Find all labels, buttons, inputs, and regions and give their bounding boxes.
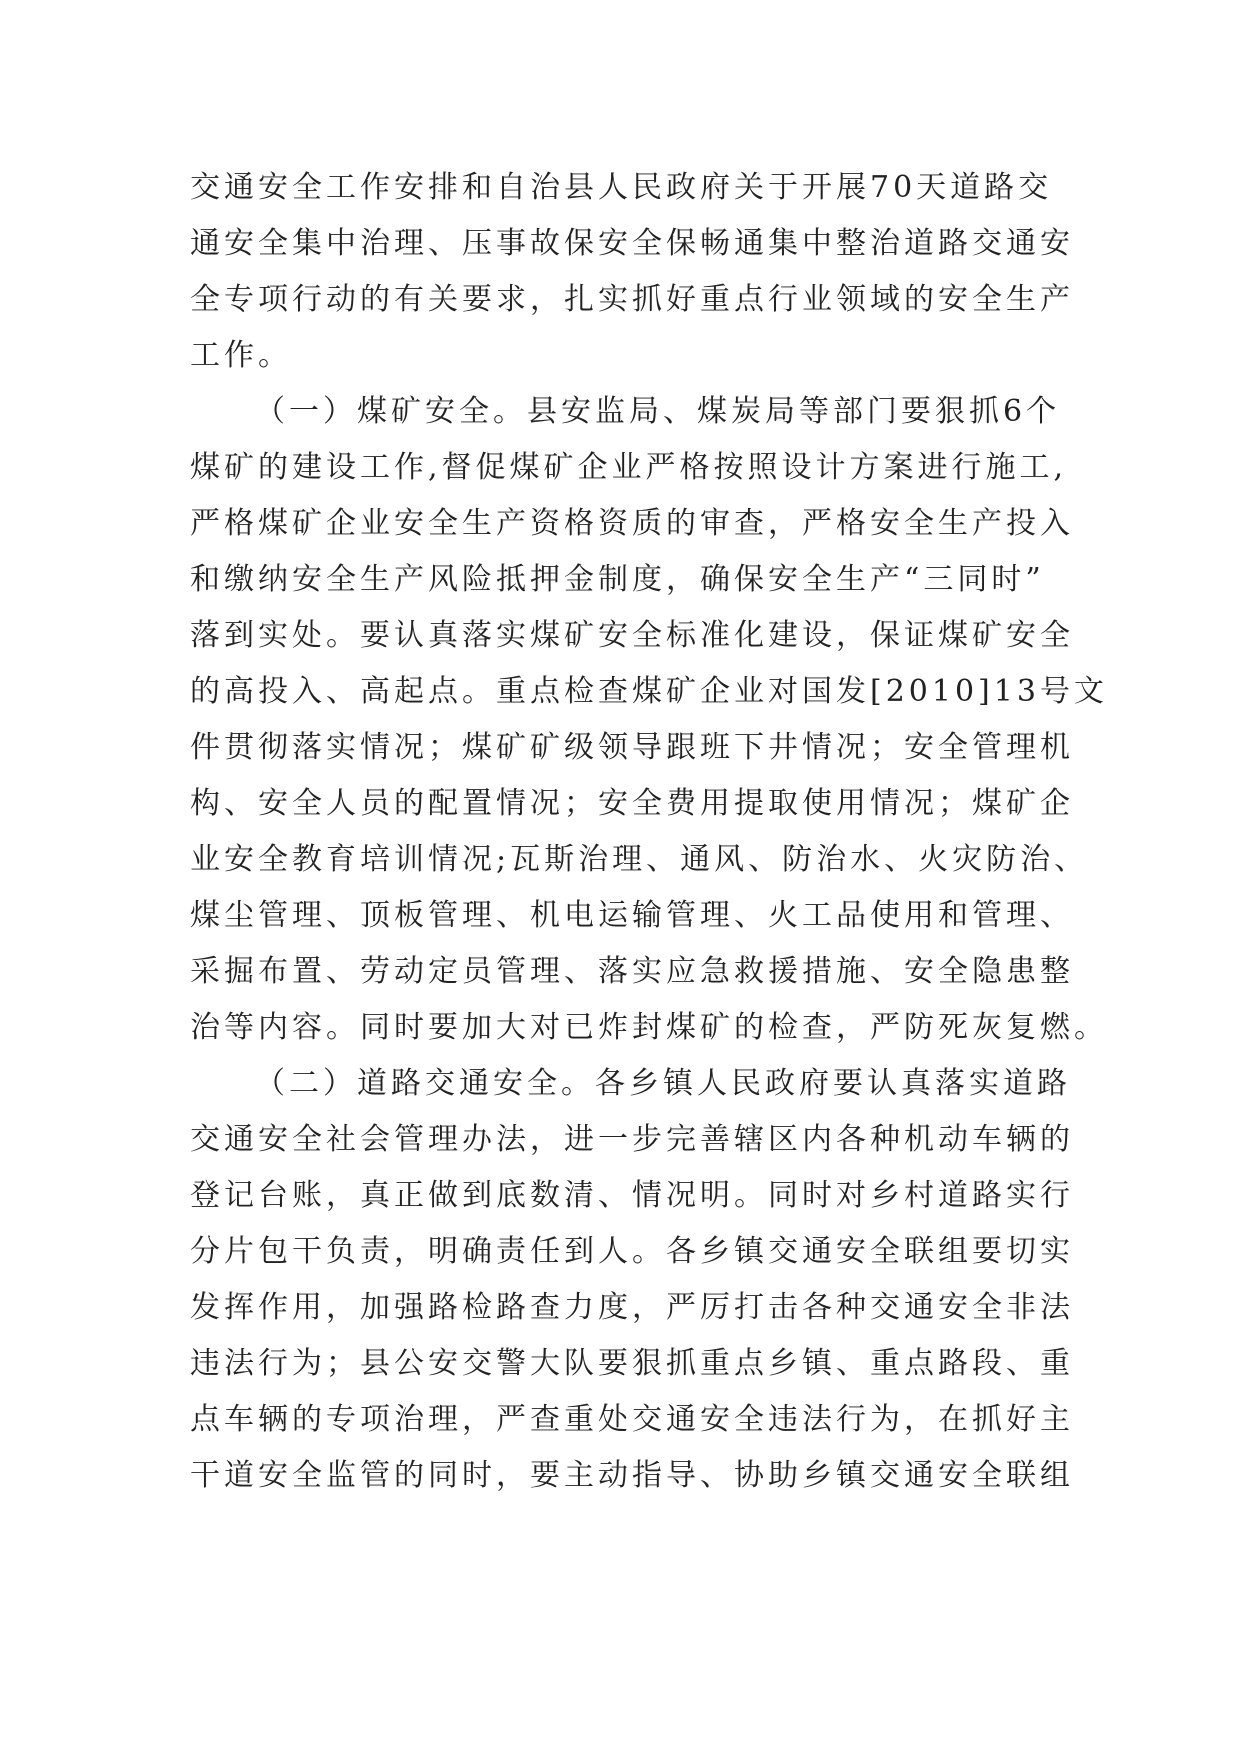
text-line: 严格煤矿企业安全生产资格资质的审查，严格安全生产投入	[190, 506, 1074, 541]
text-line: 违法行为；县公安交警大队要狠抓重点乡镇、重点路段、重	[190, 1346, 1074, 1381]
text-line: 登记台账，真正做到底数清、情况明。同时对乡村道路实行	[190, 1178, 1074, 1213]
text-line: （一）煤矿安全。县安监局、煤炭局等部门要狠抓6个	[255, 394, 1061, 429]
text-line: 分片包干负责，明确责任到人。各乡镇交通安全联组要切实	[190, 1234, 1074, 1269]
text-line: 点车辆的专项治理，严查重处交通安全违法行为，在抓好主	[190, 1402, 1074, 1437]
text-line: 和缴纳安全生产风险抵押金制度，确保安全生产“三同时”	[190, 562, 1045, 597]
text-line: 煤矿的建设工作,督促煤矿企业严格按照设计方案进行施工,	[190, 450, 1068, 485]
text-line: 业安全教育培训情况;瓦斯治理、通风、防治水、火灾防治、	[190, 842, 1089, 877]
text-line: 的高投入、高起点。重点检查煤矿企业对国发[2010]13号文	[190, 674, 1108, 709]
text-line: 交通安全社会管理办法，进一步完善辖区内各种机动车辆的	[190, 1122, 1074, 1157]
text-line: 煤尘管理、顶板管理、机电运输管理、火工品使用和管理、	[190, 898, 1074, 933]
text-line: 干道安全监管的同时，要主动指导、协助乡镇交通安全联组	[190, 1458, 1074, 1493]
text-line: 全专项行动的有关要求，扎实抓好重点行业领域的安全生产	[190, 282, 1074, 317]
paragraph-coal-mine-safety	[190, 384, 1108, 1056]
document-body	[190, 160, 1108, 1504]
text-line: 采掘布置、劳动定员管理、落实应急救援措施、安全隐患整	[190, 954, 1074, 989]
text-line: 治等内容。同时要加大对已炸封煤矿的检查，严防死灰复燃。	[190, 1010, 1108, 1045]
text-line: 发挥作用，加强路检路查力度，严厉打击各种交通安全非法	[190, 1290, 1074, 1325]
text-line: 工作。	[190, 338, 292, 373]
text-line: （二）道路交通安全。各乡镇人民政府要认真落实道路	[255, 1066, 1071, 1101]
text-line: 交通安全工作安排和自治县人民政府关于开展70天道路交	[190, 170, 1053, 205]
text-line: 件贯彻落实情况；煤矿矿级领导跟班下井情况；安全管理机	[190, 730, 1074, 765]
text-line: 落到实处。要认真落实煤矿安全标准化建设，保证煤矿安全	[190, 618, 1074, 653]
text-line: 通安全集中治理、压事故保安全保畅通集中整治道路交通安	[190, 226, 1074, 261]
paragraph-road-traffic-safety	[190, 1056, 1074, 1504]
text-line: 构、安全人员的配置情况；安全费用提取使用情况；煤矿企	[190, 786, 1074, 821]
paragraph-1	[190, 160, 1074, 384]
